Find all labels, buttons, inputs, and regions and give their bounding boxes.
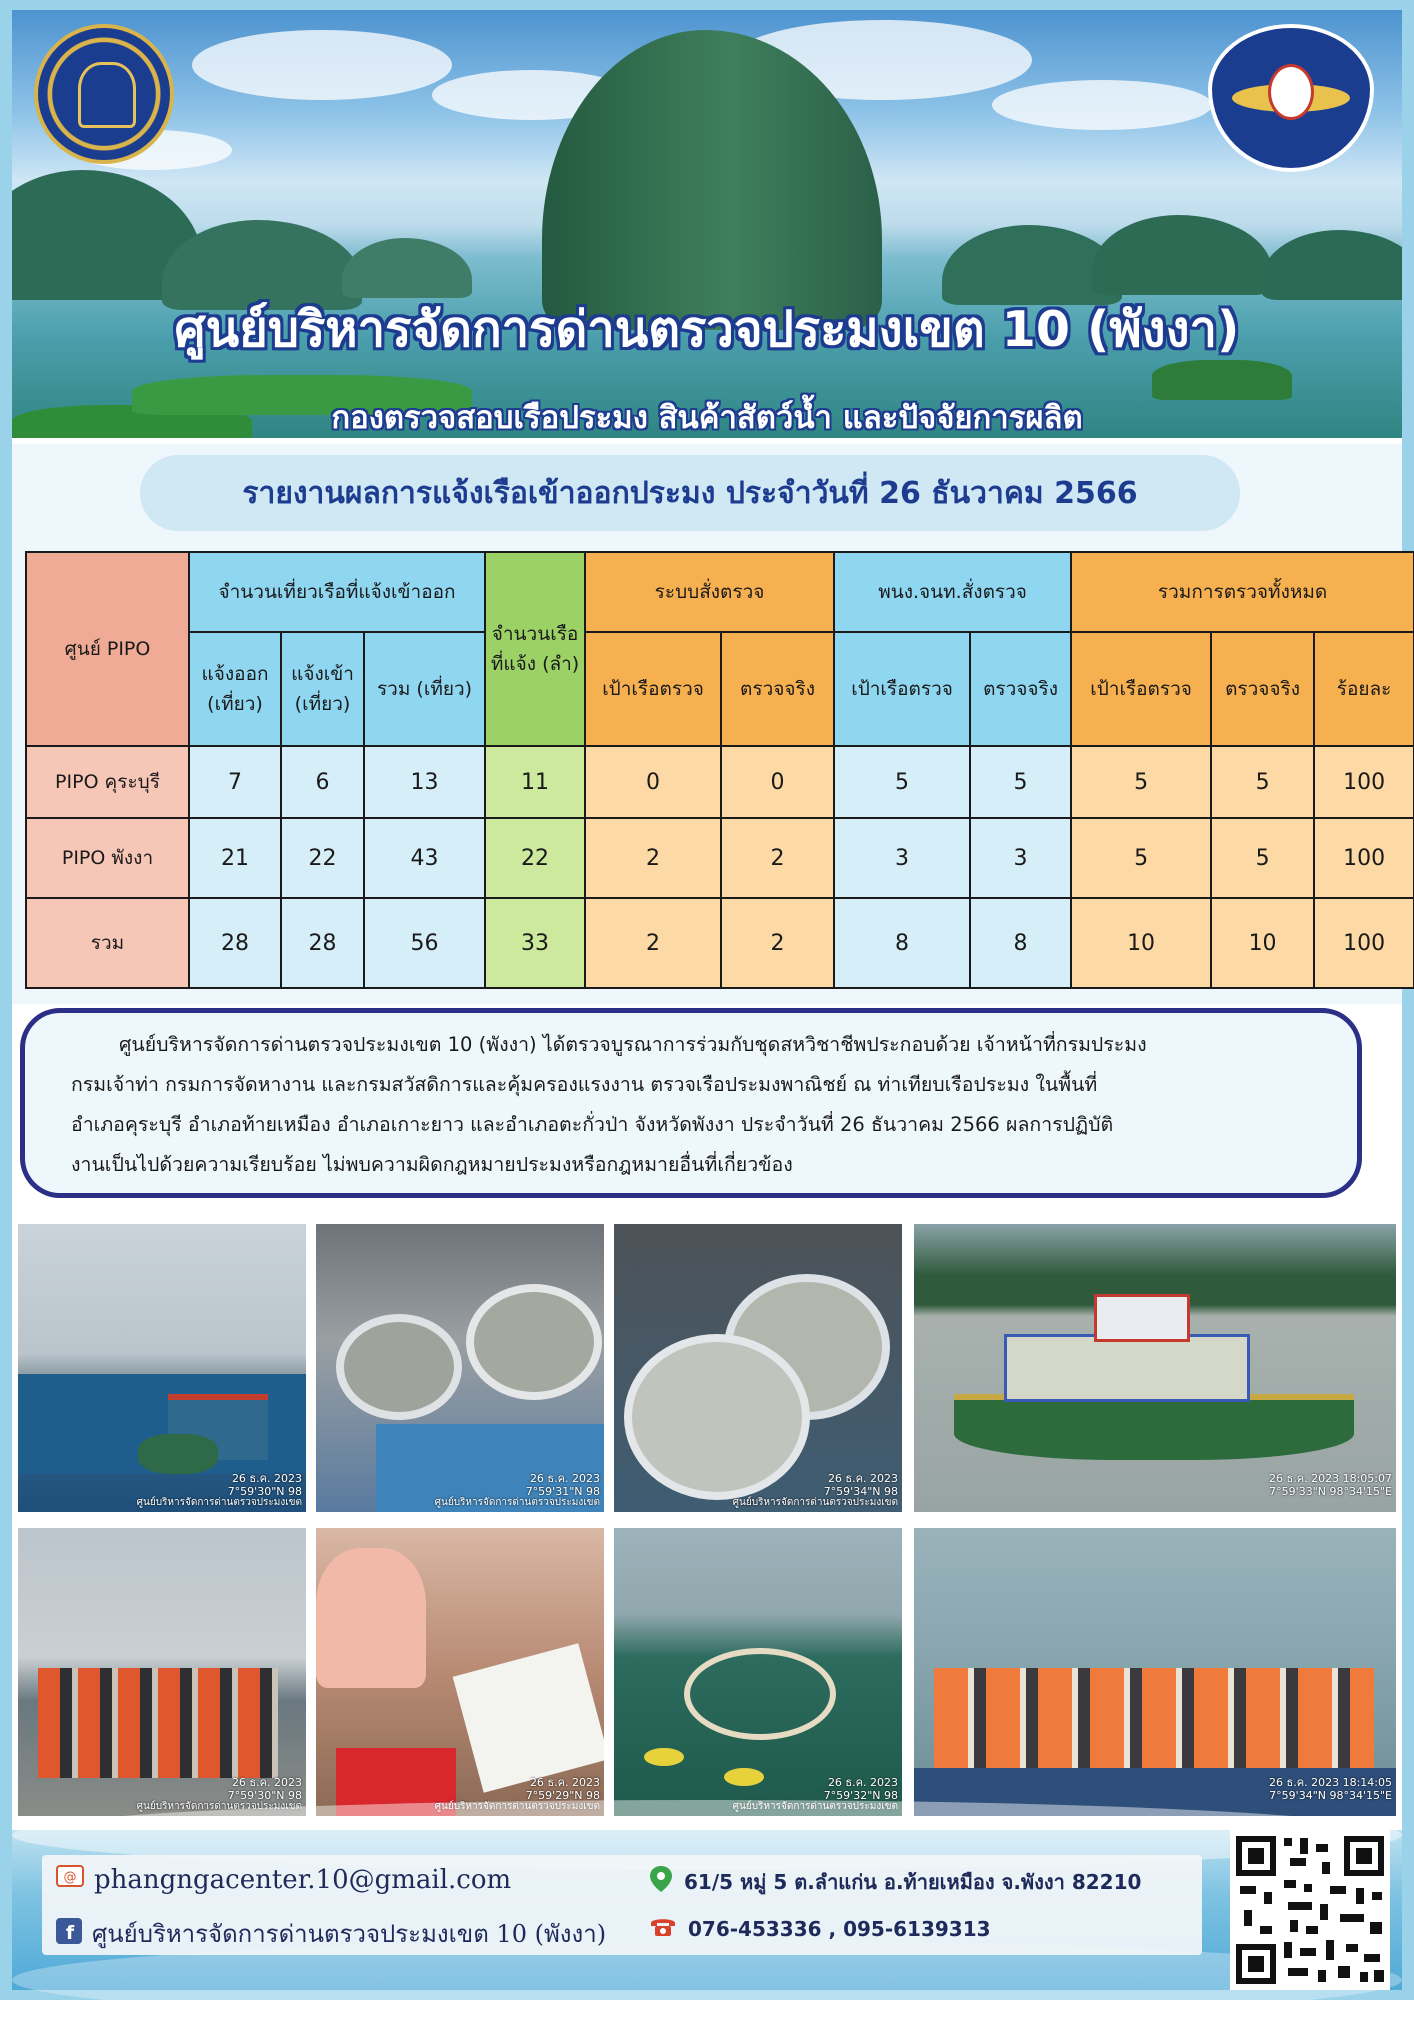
summary-line: กรมเจ้าท่า กรมการจัดหางาน และกรมสวัสดิการและคุ้มครองแรงงาน ตรวจเรือประมงพาณิชย์ ณ ท่าเทียบเรือประมง ในพื้นที่ (71, 1073, 1098, 1096)
address-row (648, 1864, 1141, 1899)
cell-off-actual: 5 (970, 746, 1071, 818)
facebook-page-name[interactable]: ศูนย์บริหารจัดการด่านตรวจประมงเขต 10 (พังงา) (92, 1920, 607, 1948)
cell-off-actual: 8 (970, 898, 1071, 988)
cell-off-target: 8 (834, 898, 970, 988)
table-row-total (26, 898, 1414, 988)
cell-out: 21 (189, 818, 281, 898)
cell-in: 6 (281, 746, 364, 818)
cell-all-actual: 10 (1211, 898, 1314, 988)
cell-total: 56 (364, 898, 485, 988)
photo-signing-documents (314, 1526, 606, 1818)
photo-caption: ศูนย์บริหารจัดการด่านตรวจประมงเขต (136, 1801, 302, 1812)
photo-crew-with-documents (16, 1526, 308, 1818)
email-icon (56, 1864, 84, 1895)
header-officer-group: พนง.จนท.สั่งตรวจ (834, 552, 1071, 632)
summary-line: อำเภอคุระบุรี อำเภอท้ายเหมือง อำเภอเกาะยาว และอำเภอตะกั่วป่า จังหวัดพังงา ประจำวันที่ 26 ธันวาคม 2566 ผลการปฏิบัติ (71, 1113, 1114, 1136)
header-trips-group: จำนวนเที่ยวเรือที่แจ้งเข้าออก (189, 552, 485, 632)
page-title: ศูนย์บริหารจัดการด่านตรวจประมงเขต 10 (พังงา) (174, 301, 1240, 358)
cell-all-actual: 5 (1211, 746, 1314, 818)
cell-sys-target: 0 (585, 746, 721, 818)
cell-off-target: 5 (834, 746, 970, 818)
photo-fishing-nets (612, 1526, 904, 1818)
photo-caption: ศูนย์บริหารจัดการด่านตรวจประมงเขต (732, 1801, 898, 1812)
cell-sys-actual: 0 (721, 746, 834, 818)
facebook-icon (56, 1918, 82, 1950)
cell-out: 28 (189, 898, 281, 988)
photo-stamp: 26 ธ.ค. 2023 7°59'30"N 98 (227, 1776, 302, 1802)
phone-row[interactable] (648, 1914, 991, 1943)
cell-sys-target: 2 (585, 898, 721, 988)
email-row[interactable] (56, 1864, 511, 1895)
table-row (26, 818, 1414, 898)
header-center: ศูนย์ PIPO (26, 552, 189, 746)
cell-all-target: 5 (1071, 818, 1211, 898)
phone-numbers[interactable]: 076-453336 , 095-6139313 (688, 1916, 991, 1941)
svg-text:f: f (65, 1921, 75, 1944)
photo-caption: ศูนย์บริหารจัดการด่านตรวจประมงเขต (136, 1497, 302, 1508)
photo-caption: ศูนย์บริหารจัดการด่านตรวจประมงเขต (434, 1801, 600, 1812)
photo-stamp: 26 ธ.ค. 2023 7°59'31"N 98 (525, 1472, 600, 1498)
summary-line: งานเป็นไปด้วยความเรียบร้อย ไม่พบความผิดกฎหมายประมงหรือกฎหมายอื่นที่เกี่ยวข้อง (71, 1153, 793, 1176)
cell-off-target: 3 (834, 818, 970, 898)
header-sys-target: เป้าเรือตรวจ (585, 632, 721, 746)
photo-caption: ศูนย์บริหารจัดการด่านตรวจประมงเขต (434, 1497, 600, 1508)
header-system-group: ระบบสั่งตรวจ (585, 552, 834, 632)
cell-in: 22 (281, 818, 364, 898)
header-sys-actual: ตรวจจริง (721, 632, 834, 746)
header-out: แจ้งออก (เที่ยว) (189, 632, 281, 746)
cell-percent: 100 (1314, 746, 1414, 818)
header-all-actual: ตรวจจริง (1211, 632, 1314, 746)
header-off-actual: ตรวจจริง (970, 632, 1071, 746)
cell-all-target: 10 (1071, 898, 1211, 988)
photo-caption: ศูนย์บริหารจัดการด่านตรวจประมงเขต (732, 1497, 898, 1508)
photo-crew-in-life-vests (912, 1526, 1398, 1818)
photo-stamp: 26 ธ.ค. 2023 7°59'34"N 98 (823, 1472, 898, 1498)
cell-percent: 100 (1314, 898, 1414, 988)
photo-grid (12, 1218, 1402, 1828)
photo-stamp: 26 ธ.ค. 2023 7°59'29"N 98 (525, 1776, 600, 1802)
row-name: รวม (26, 898, 189, 988)
photo-fishing-vessel (912, 1222, 1398, 1514)
cell-boats: 33 (485, 898, 585, 988)
header-all-group: รวมการตรวจทั้งหมด (1071, 552, 1414, 632)
phone-icon (648, 1914, 678, 1943)
photo-anchovy-baskets (612, 1222, 904, 1514)
cell-in: 28 (281, 898, 364, 988)
row-name: PIPO พังงา (26, 818, 189, 898)
cell-total: 13 (364, 746, 485, 818)
cell-sys-actual: 2 (721, 818, 834, 898)
photo-stamp: 26 ธ.ค. 2023 7°59'32"N 98 (823, 1776, 898, 1802)
header-banner (12, 10, 1402, 438)
photo-fish-baskets (314, 1222, 606, 1514)
photo-stamp: 26 ธ.ค. 2023 18:14:05 7°59'34"N 98°34'15"E (1269, 1776, 1392, 1802)
cell-boats: 11 (485, 746, 585, 818)
header-boats: จำนวนเรือที่แจ้ง (ลำ) (485, 552, 585, 746)
cell-boats: 22 (485, 818, 585, 898)
cell-sys-target: 2 (585, 818, 721, 898)
header-percent: ร้อยละ (1314, 632, 1414, 746)
svg-text:@: @ (63, 1870, 77, 1885)
summary-box (20, 1008, 1362, 1198)
header-off-target: เป้าเรือตรวจ (834, 632, 970, 746)
header-all-target: เป้าเรือตรวจ (1071, 632, 1211, 746)
cell-percent: 100 (1314, 818, 1414, 898)
email-address[interactable]: phangngacenter.10@gmail.com (94, 1864, 512, 1895)
cell-total: 43 (364, 818, 485, 898)
header-in: แจ้งเข้า (เที่ยว) (281, 632, 364, 746)
cell-sys-actual: 2 (721, 898, 834, 988)
photo-stamp: 26 ธ.ค. 2023 18:05:07 7°59'33"N 98°34'15"E (1269, 1472, 1392, 1498)
facebook-row[interactable] (56, 1914, 606, 1953)
location-pin-icon (648, 1864, 674, 1899)
page-subtitle: กองตรวจสอบเรือประมง สินค้าสัตว์น้ำ และปัจจัยการผลิต (331, 400, 1083, 436)
qr-code[interactable] (1230, 1830, 1390, 1990)
report-title: รายงานผลการแจ้งเรือเข้าออกประมง ประจำวันที่ 26 ธันวาคม 2566 (140, 455, 1240, 531)
photo-stamp: 26 ธ.ค. 2023 7°59'30"N 98 (227, 1472, 302, 1498)
cell-all-target: 5 (1071, 746, 1211, 818)
header-total: รวม (เที่ยว) (364, 632, 485, 746)
cell-off-actual: 3 (970, 818, 1071, 898)
table-row (26, 746, 1414, 818)
inspection-table (25, 551, 1414, 989)
department-of-fisheries-logo (34, 24, 174, 164)
summary-line: ศูนย์บริหารจัดการด่านตรวจประมงเขต 10 (พังงา) ได้ตรวจบูรณาการร่วมกับชุดสหวิชาชีพประกอบด้วย เจ้าหน้าที่กรมประมง (119, 1033, 1147, 1056)
photo-boats-at-pier (16, 1222, 308, 1514)
address-text: 61/5 หมู่ 5 ต.ลำแก่น อ.ท้ายเหมือง จ.พังงา 82210 (684, 1869, 1142, 1894)
row-name: PIPO คุระบุรี (26, 746, 189, 818)
cell-out: 7 (189, 746, 281, 818)
cell-all-actual: 5 (1211, 818, 1314, 898)
